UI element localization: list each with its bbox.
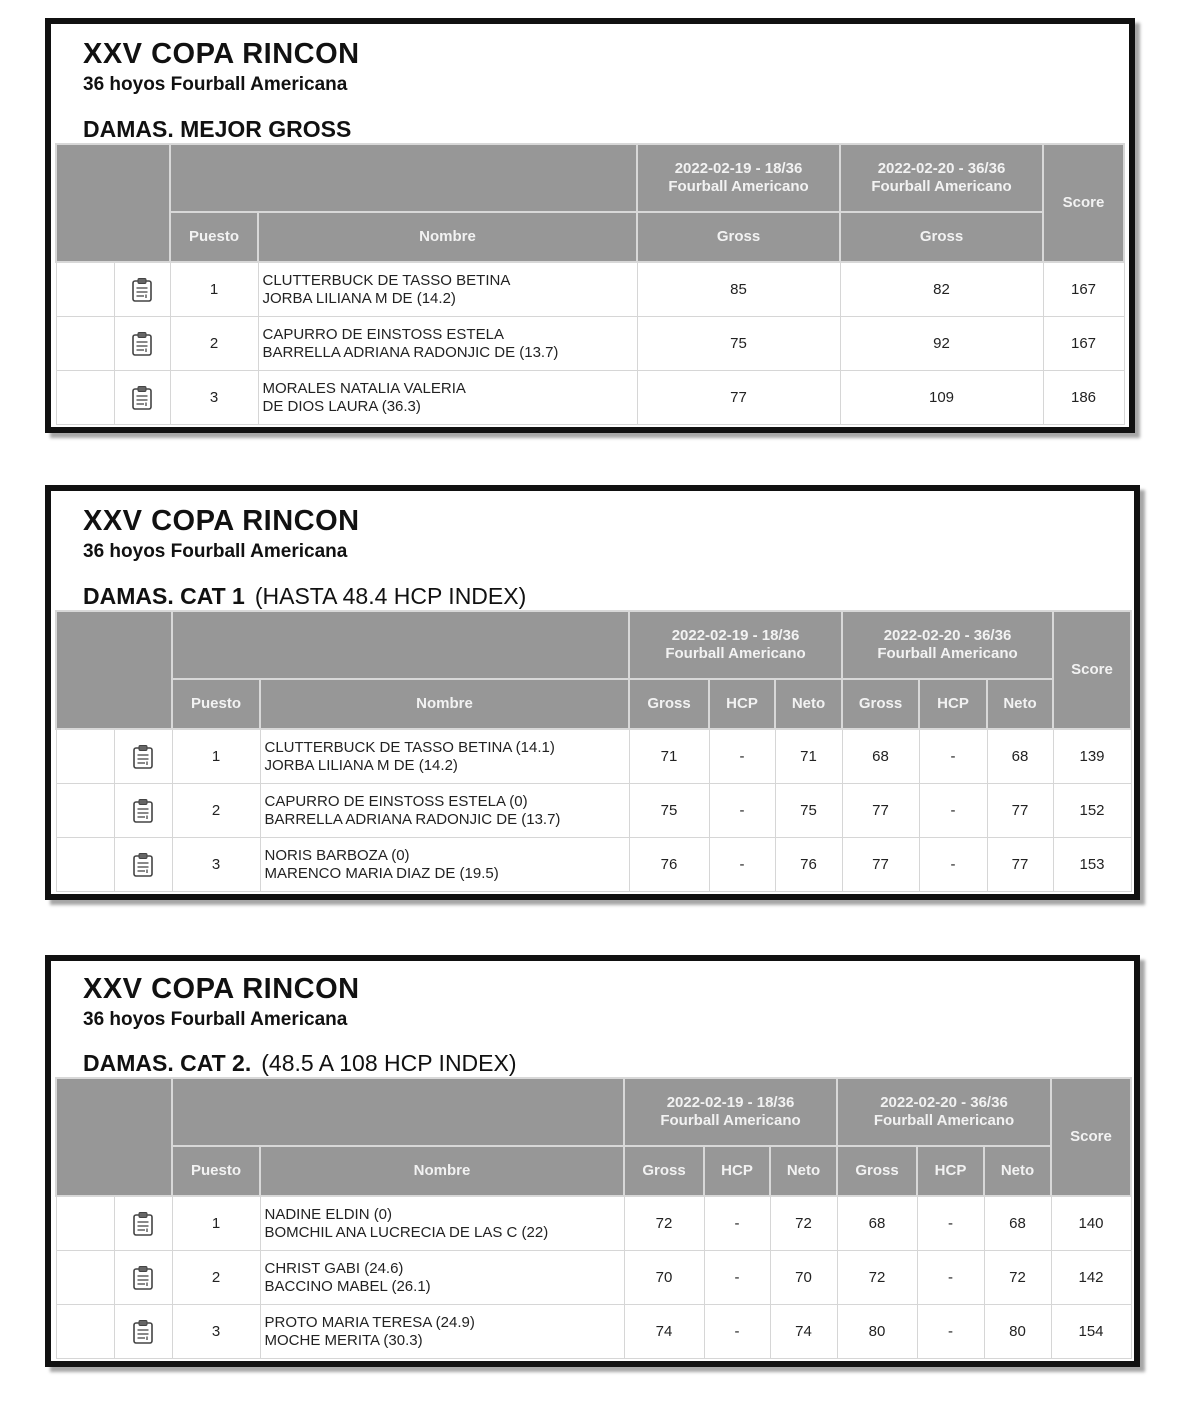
tournament-subtitle: 36 hoyos Fourball Americana [83,74,348,95]
header-day2-hcp: HCP [917,1146,984,1196]
category-title [83,583,526,610]
clipboard-icon[interactable] [132,1211,154,1237]
day1-neto-cell: 72 [770,1196,837,1251]
player1-name: CHRIST GABI (24.6) [264,1259,404,1277]
header-day2-gross: Gross [840,212,1043,262]
header-day1-date: 2022-02-19 - 18/36 [671,627,800,644]
player2-name: JORBA LILIANA M DE (14.2) [264,756,458,774]
header-day1-format: Fourball Americano [665,645,806,662]
day1-hcp-cell: - [709,729,775,784]
header-day1-hcp: HCP [704,1146,770,1196]
nombre-cell [260,838,629,892]
row-spacer [56,1196,114,1251]
table-row [56,317,1124,371]
table-row [56,838,1131,892]
day1-gross-cell: 71 [629,729,709,784]
table-row [56,784,1131,838]
header-day2-date: 2022-02-20 - 36/36 [877,160,1006,177]
header-blank-top [170,144,637,212]
score-cell: 153 [1053,838,1131,892]
results-panel-cat1 [45,485,1140,900]
header-day1-neto: Neto [770,1146,837,1196]
tournament-subtitle: 36 hoyos Fourball Americana [83,541,348,562]
puesto-cell: 1 [170,262,258,317]
score-cell: 186 [1043,371,1124,425]
day2-gross-cell: 92 [840,317,1043,371]
day2-gross-cell: 68 [837,1196,917,1251]
player2-name: DE DIOS LAURA (36.3) [262,397,421,415]
header-nombre: Nombre [258,212,637,262]
row-spacer [56,784,114,838]
puesto-cell: 2 [170,317,258,371]
score-cell: 142 [1051,1251,1131,1305]
nombre-cell [260,1251,624,1305]
header-day2-neto: Neto [987,679,1053,729]
day2-hcp-cell: - [919,729,987,784]
day2-hcp-cell: - [917,1251,984,1305]
header-day2 [842,611,1053,679]
day1-gross-cell: 70 [624,1251,704,1305]
header-score: Score [1053,611,1131,729]
row-spacer [56,1251,114,1305]
header-day1 [629,611,842,679]
clipboard-icon[interactable] [132,1319,154,1345]
table-row [56,729,1131,784]
day1-gross-cell: 85 [637,262,840,317]
puesto-cell: 1 [172,1196,260,1251]
header-score: Score [1051,1078,1131,1196]
header-day1-date: 2022-02-19 - 18/36 [674,160,803,177]
header-day1-neto: Neto [775,679,842,729]
header-day2-date: 2022-02-20 - 36/36 [880,1094,1008,1111]
day1-hcp-cell: - [709,784,775,838]
player2-name: BOMCHIL ANA LUCRECIA DE LAS C (22) [264,1223,549,1241]
nombre-cell [260,729,629,784]
header-nombre: Nombre [260,679,629,729]
header-day1 [624,1078,837,1146]
header-puesto: Puesto [170,212,258,262]
puesto-cell: 3 [170,371,258,425]
header-day1 [637,144,840,212]
category-title [83,116,351,143]
header-day2-date: 2022-02-20 - 36/36 [883,627,1012,644]
scorecard-cell[interactable] [114,1196,172,1251]
day2-hcp-cell: - [919,838,987,892]
header-blank [56,1078,172,1196]
scorecard-cell[interactable] [114,784,172,838]
day1-hcp-cell: - [704,1196,770,1251]
score-cell: 152 [1053,784,1131,838]
day2-gross-cell: 68 [842,729,919,784]
clipboard-icon[interactable] [132,744,154,770]
clipboard-icon[interactable] [132,798,154,824]
clipboard-icon[interactable] [132,1265,154,1291]
day2-gross-cell: 77 [842,838,919,892]
player1-name: NORIS BARBOZA (0) [264,846,410,864]
results-table [55,143,1125,425]
player1-name: CAPURRO DE EINSTOSS ESTELA [262,325,504,343]
scorecard-cell[interactable] [114,371,170,425]
tournament-subtitle: 36 hoyos Fourball Americana [83,1009,348,1030]
category-name: DAMAS. CAT 2. [83,1050,252,1076]
day2-neto-cell: 80 [984,1305,1051,1359]
header-blank-top [172,611,629,679]
scorecard-cell[interactable] [114,317,170,371]
player1-name: MORALES NATALIA VALERIA [262,379,466,397]
day2-neto-cell: 77 [987,784,1053,838]
day1-neto-cell: 71 [775,729,842,784]
header-day2-hcp: HCP [919,679,987,729]
header-day2-gross: Gross [842,679,919,729]
scorecard-cell[interactable] [114,262,170,317]
table-row [56,1305,1131,1359]
header-day2-neto: Neto [984,1146,1051,1196]
scorecard-cell[interactable] [114,1305,172,1359]
category-note: (48.5 A 108 HCP INDEX) [261,1050,517,1076]
results-panel-cat2 [45,955,1140,1367]
player2-name: MARENCO MARIA DIAZ DE (19.5) [264,864,499,882]
day2-gross-cell: 109 [840,371,1043,425]
score-cell: 167 [1043,262,1124,317]
day2-neto-cell: 68 [987,729,1053,784]
category-note: (HASTA 48.4 HCP INDEX) [254,583,527,609]
clipboard-icon[interactable] [131,385,153,411]
header-day2-format: Fourball Americano [871,178,1012,195]
category-title [83,1050,517,1077]
player2-name: BARRELLA ADRIANA RADONJIC DE (13.7) [264,810,561,828]
header-day1-gross: Gross [637,212,840,262]
header-day1-gross: Gross [624,1146,704,1196]
day2-gross-cell: 80 [837,1305,917,1359]
puesto-cell: 1 [172,729,260,784]
day2-neto-cell: 68 [984,1196,1051,1251]
tournament-title: XXV COPA RINCON [83,38,360,70]
table-row [56,1196,1131,1251]
day1-hcp-cell: - [704,1251,770,1305]
row-spacer [56,262,114,317]
puesto-cell: 2 [172,784,260,838]
category-name: DAMAS. MEJOR GROSS [83,116,352,142]
header-day1-hcp: HCP [709,679,775,729]
day1-gross-cell: 74 [624,1305,704,1359]
row-spacer [56,1305,114,1359]
nombre-cell [260,784,629,838]
nombre-cell [258,317,637,371]
scorecard-cell[interactable] [114,838,172,892]
score-cell: 154 [1051,1305,1131,1359]
category-name: DAMAS. CAT 1 [83,583,245,609]
player1-name: CLUTTERBUCK DE TASSO BETINA (14.1) [264,738,555,756]
player1-name: CLUTTERBUCK DE TASSO BETINA [262,271,511,289]
header-day1-format: Fourball Americano [660,1112,801,1129]
header-score: Score [1043,144,1124,262]
day2-gross-cell: 82 [840,262,1043,317]
player2-name: BARRELLA ADRIANA RADONJIC DE (13.7) [262,343,559,361]
score-cell: 167 [1043,317,1124,371]
day1-gross-cell: 76 [629,838,709,892]
day1-neto-cell: 74 [770,1305,837,1359]
day1-gross-cell: 72 [624,1196,704,1251]
header-day2-format: Fourball Americano [877,645,1018,662]
day2-neto-cell: 72 [984,1251,1051,1305]
day1-gross-cell: 75 [629,784,709,838]
header-blank [56,144,170,262]
day2-hcp-cell: - [917,1305,984,1359]
header-puesto: Puesto [172,679,260,729]
header-day1-date: 2022-02-19 - 18/36 [666,1094,795,1111]
row-spacer [56,838,114,892]
tournament-title: XXV COPA RINCON [83,505,360,537]
day2-hcp-cell: - [919,784,987,838]
nombre-cell [260,1305,624,1359]
nombre-cell [260,1196,624,1251]
nombre-cell [258,262,637,317]
clipboard-icon[interactable] [131,331,153,357]
day2-neto-cell: 77 [987,838,1053,892]
puesto-cell: 3 [172,838,260,892]
day1-hcp-cell: - [709,838,775,892]
nombre-cell [258,371,637,425]
day1-neto-cell: 76 [775,838,842,892]
header-day1-gross: Gross [629,679,709,729]
header-day2 [837,1078,1051,1146]
results-table [55,610,1132,892]
player2-name: MOCHE MERITA (30.3) [264,1331,423,1349]
table-row [56,262,1124,317]
day1-hcp-cell: - [704,1305,770,1359]
header-day2-format: Fourball Americano [873,1112,1015,1129]
day1-gross-cell: 77 [637,371,840,425]
header-nombre: Nombre [260,1146,624,1196]
player2-name: BACCINO MABEL (26.1) [264,1277,431,1295]
puesto-cell: 3 [172,1305,260,1359]
tournament-title: XXV COPA RINCON [83,973,360,1005]
row-spacer [56,371,114,425]
day2-gross-cell: 77 [842,784,919,838]
row-spacer [56,729,114,784]
puesto-cell: 2 [172,1251,260,1305]
header-blank [56,611,172,729]
table-row [56,371,1124,425]
results-panel-mejor-gross [45,18,1135,433]
day2-hcp-cell: - [917,1196,984,1251]
results-table [55,1077,1132,1359]
day1-neto-cell: 75 [775,784,842,838]
clipboard-icon[interactable] [131,277,153,303]
player2-name: JORBA LILIANA M DE (14.2) [262,289,456,307]
header-day2-gross: Gross [837,1146,917,1196]
player1-name: NADINE ELDIN (0) [264,1205,393,1223]
header-blank-top [172,1078,624,1146]
day2-gross-cell: 72 [837,1251,917,1305]
player1-name: PROTO MARIA TERESA (24.9) [264,1313,475,1331]
player1-name: CAPURRO DE EINSTOSS ESTELA (0) [264,792,528,810]
table-row [56,1251,1131,1305]
score-cell: 139 [1053,729,1131,784]
score-cell: 140 [1051,1196,1131,1251]
row-spacer [56,317,114,371]
scorecard-cell[interactable] [114,729,172,784]
day1-neto-cell: 70 [770,1251,837,1305]
clipboard-icon[interactable] [132,852,154,878]
day1-gross-cell: 75 [637,317,840,371]
header-day2 [840,144,1043,212]
scorecard-cell[interactable] [114,1251,172,1305]
header-puesto: Puesto [172,1146,260,1196]
header-day1-format: Fourball Americano [668,178,809,195]
